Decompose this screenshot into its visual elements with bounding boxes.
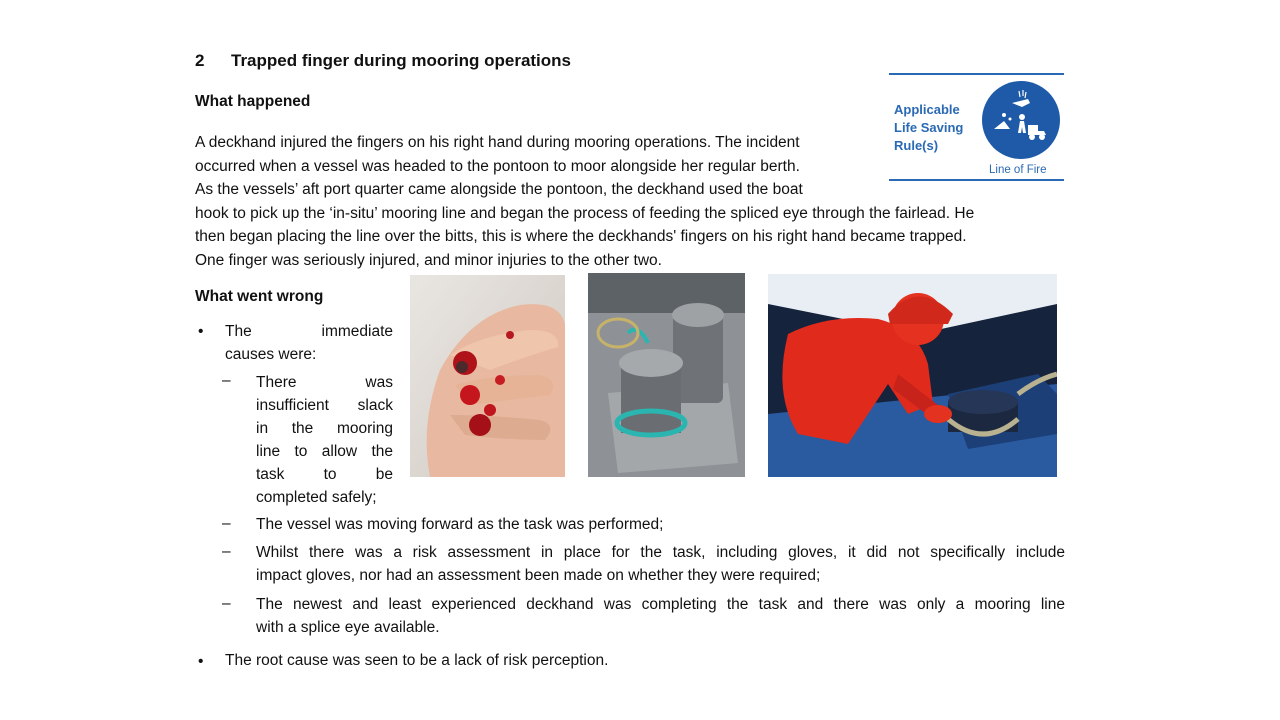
bullet-marker: • (198, 653, 204, 670)
paragraph-line: One finger was seriously injured, and minor injuries to the other two. (195, 251, 662, 269)
what-went-wrong-heading: What went wrong (195, 288, 324, 305)
mooring-bitts-photo (588, 273, 745, 477)
bullet-marker: • (198, 323, 204, 340)
paragraph-line: then began placing the line over the bitts, this is where the deckhands' fingers on his right hand became trapped. (195, 228, 967, 245)
life-saving-rule-box (889, 73, 1064, 181)
sub-item-slack: There was insufficient slack in the mooring line to allow the task to be completed safely; (256, 374, 393, 506)
injured-fingers-photo (410, 275, 565, 477)
what-happened-paragraph (195, 131, 974, 272)
paragraph-line: As the vessels’ aft port quarter came alongside the pontoon, the deckhand used the boat (195, 181, 803, 198)
dash-marker: – (222, 595, 231, 612)
sub-item-vessel-moving: The vessel was moving forward as the task was performed; (256, 516, 664, 533)
line-of-fire-icon (982, 81, 1060, 159)
sub-item-risk-assessment: Whilst there was a risk assessment in place for the task, including gloves, it did not specifically include impact gloves, nor had an assessment been made on whether they were required; (256, 544, 1065, 584)
section-number: 2 (195, 51, 205, 70)
sub-item-newest-deckhand: The newest and least experienced deckhand was completing the task and there was only a mooring line with a splice eye available. (256, 596, 1065, 636)
paragraph-line: A deckhand injured the fingers on his right hand during mooring operations. The incident (195, 134, 800, 151)
red-mannequin-illustration (768, 274, 1057, 477)
lsr-caption: Line of Fire (989, 164, 1047, 176)
dash-marker: – (222, 543, 231, 560)
lsr-label: Applicable Life Saving Rule(s) (894, 102, 964, 153)
bullet-root-cause: The root cause was seen to be a lack of risk perception. (225, 652, 609, 669)
dash-marker: – (222, 515, 231, 532)
bullet-immediate-causes: The immediate causes were: (225, 323, 393, 363)
dash-marker: – (222, 372, 231, 389)
what-happened-heading: What happened (195, 93, 311, 110)
paragraph-line: occurred when a vessel was headed to the pontoon to moor alongside her regular berth. (195, 157, 800, 175)
section-title: Trapped finger during mooring operations (231, 51, 572, 70)
paragraph-line: hook to pick up the ‘in-situ’ mooring line and began the process of feeding the spliced eye through the fairlead. He (195, 204, 975, 222)
